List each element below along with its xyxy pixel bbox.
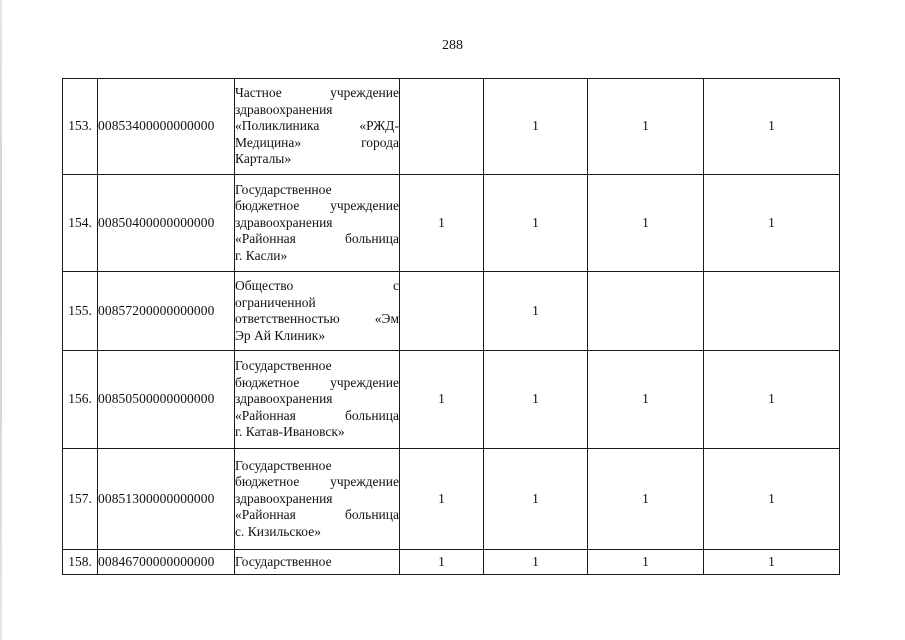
org-code: 00853400000000000 [98,79,235,175]
org-name [235,449,400,550]
org-name-line: Общество с [235,278,399,293]
value-cell: 1 [400,175,484,272]
org-name-line: здравоохранения [235,490,333,506]
org-name-line: ответственностью «Эм [235,311,399,326]
org-name-line: здравоохранения [235,391,333,407]
org-name-line: здравоохранения [235,101,333,117]
org-code: 00857200000000000 [98,272,235,351]
value-cell: 1 [588,79,704,175]
value-cell: 1 [484,175,588,272]
value-cell: 1 [400,351,484,449]
org-name-line: Частное учреждение [235,85,399,101]
org-name-line: «Районная больница [235,231,399,247]
org-name-line: «Районная больница [235,407,399,423]
value-cell: 1 [704,79,840,175]
org-code: 00850500000000000 [98,351,235,449]
value-cell: 1 [704,550,840,575]
value-cell: 1 [484,272,588,351]
org-name-line: Эр Ай Клиник» [235,327,326,343]
row-number: 158. [63,550,98,575]
value-cell: 1 [704,449,840,550]
value-cell: 1 [588,550,704,575]
org-name [235,272,400,351]
table-row [63,79,840,175]
value-cell: 1 [704,351,840,449]
org-name-line: Государственное [235,358,332,374]
value-cell: 1 [588,351,704,449]
org-name-line: ограниченной [235,294,316,310]
row-number: 153. [63,79,98,175]
org-name-line: «Поликлиника «РЖД- [235,118,399,134]
page-number: 288 [442,38,463,53]
value-cell: 1 [704,175,840,272]
org-name-line: Государственное [235,457,332,473]
org-name [235,351,400,449]
scan-edge-shadow [0,0,2,640]
org-name [235,550,400,575]
value-cell: 1 [400,550,484,575]
org-name-line: Государственное [235,553,332,569]
row-number: 156. [63,351,98,449]
value-cell: 1 [484,550,588,575]
org-name-line: «Районная больница [235,507,399,523]
org-name-line: Государственное [235,181,332,197]
org-name-line: г. Касли» [235,247,288,263]
value-cell: 1 [588,175,704,272]
table-row [63,351,840,449]
org-name [235,175,400,272]
org-name-line: бюджетное учреждение [235,474,399,490]
value-cell: 1 [400,449,484,550]
row-number: 155. [63,272,98,351]
table-row [63,175,840,272]
org-code: 00846700000000000 [98,550,235,575]
row-number: 157. [63,449,98,550]
value-cell [400,79,484,175]
value-cell [400,272,484,351]
org-name-line: Карталы» [235,151,292,167]
org-code: 00850400000000000 [98,175,235,272]
org-name-line: здравоохранения [235,214,333,230]
row-number: 154. [63,175,98,272]
org-name [235,79,400,175]
value-cell: 1 [484,351,588,449]
table-row [63,272,840,351]
table-row [63,449,840,550]
value-cell: 1 [484,79,588,175]
org-name-line: г. Катав-Ивановск» [235,424,345,440]
value-cell: 1 [588,449,704,550]
org-name-line: бюджетное учреждение [235,198,399,214]
org-name-line: бюджетное учреждение [235,374,399,390]
value-cell [588,272,704,351]
value-cell: 1 [484,449,588,550]
value-cell [704,272,840,351]
org-code: 00851300000000000 [98,449,235,550]
registry-table [62,78,840,575]
org-name-line: Медицина» города [235,134,399,150]
org-name-line: с. Кизильское» [235,523,321,539]
table-row [63,550,840,575]
